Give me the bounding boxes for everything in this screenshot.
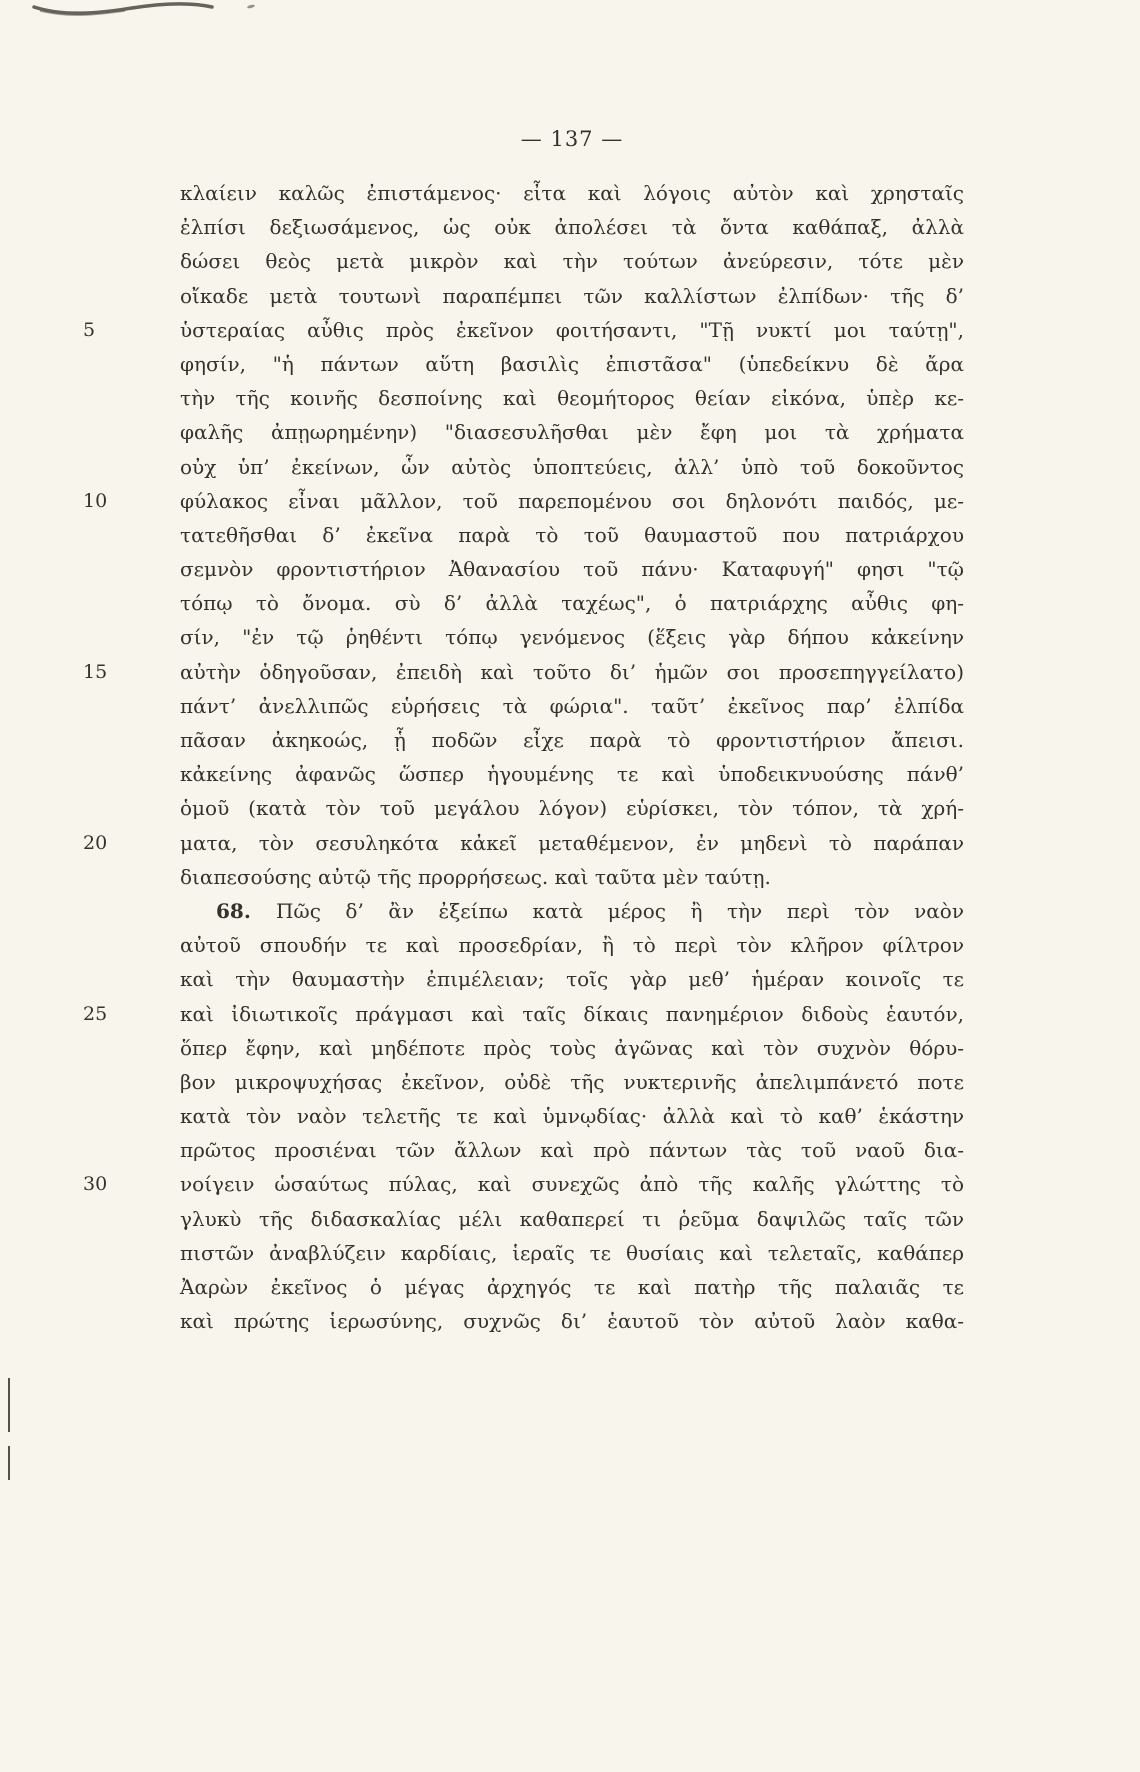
text-line: [83, 655, 964, 689]
text-line: [83, 997, 964, 1031]
line-text: φύλακος εἶναι μᾶλλον, τοῦ παρεπομένου σοι δηλονότι παιδός, με-: [180, 488, 964, 513]
line-number: 5: [83, 318, 96, 341]
text-line: [180, 176, 964, 210]
scan-artifact-margin-line: [8, 1378, 10, 1432]
line-text: πᾶσαν ἀκηκοώς, ᾗ ποδῶν εἶχε παρὰ τὸ φροντιστήριον ἄπεισι.: [180, 728, 964, 752]
text-line: [180, 1270, 964, 1304]
text-line: [180, 347, 964, 381]
line-text: σίν, "ἐν τῷ ῥηθέντι τόπῳ γενόμενος (ἕξεις γὰρ δήπου κἀκείνην: [180, 625, 964, 650]
line-text: διαπεσούσης αὐτῷ τῆς προρρήσεως. καὶ ταῦτα μὲν ταύτῃ.: [180, 864, 771, 889]
line-text: κλαίειν καλῶς ἐπιστάμενος· εἶτα καὶ λόγοις αὐτὸν καὶ χρησταῖς: [180, 181, 964, 205]
line-text: ματα, τὸν σεσυληκότα κἀκεῖ μεταθέμενον, ἐν μηδενὶ τὸ παράπαν: [180, 830, 964, 855]
line-text: καὶ τὴν θαυμαστὴν ἐπιμέλειαν; τοῖς γὰρ μεθ’ ἡμέραν κοινοῖς τε: [180, 967, 964, 992]
text-line: [83, 826, 964, 860]
text-line: [180, 757, 964, 791]
line-text: αὐτοῦ σπουδήν τε καὶ προσεδρίαν, ἢ τὸ περὶ τὸν κλῆρον φίλτρον: [180, 933, 964, 958]
text-line: [83, 1167, 964, 1201]
text-line: [180, 415, 964, 449]
line-text: κατὰ τὸν ναὸν τελετῆς τε καὶ ὑμνῳδίας· ἀλλὰ καὶ τὸ καθ’ ἑκάστην: [180, 1104, 964, 1129]
text-block: [83, 176, 964, 1338]
text-line: [180, 723, 964, 757]
section-number: 68.: [216, 898, 276, 923]
text-line: [83, 313, 964, 347]
text-line: [180, 518, 964, 552]
line-text: καὶ πρώτης ἱερωσύνης, συχνῶς δι’ ἑαυτοῦ τὸν αὐτοῦ λαὸν καθα-: [180, 1309, 964, 1334]
text-line: [180, 244, 964, 278]
text-line: [83, 484, 964, 518]
line-number: 10: [83, 489, 108, 512]
line-text: ὑστεραίας αὖθις πρὸς ἐκεῖνον φοιτήσαντι, "Τῇ νυκτί μοι ταύτῃ",: [180, 317, 964, 342]
text-line: [180, 1236, 964, 1270]
line-text: ὅπερ ἔφην, καὶ μηδέποτε πρὸς τοὺς ἀγῶνας καὶ τὸν συχνὸν θόρυ-: [180, 1035, 964, 1060]
scan-artifact-speck: [247, 4, 256, 9]
line-number: 20: [83, 831, 108, 854]
text-line: [180, 210, 964, 244]
line-text: κἀκείνης ἀφανῶς ὥσπερ ἡγουμένης τε καὶ ὑποδεικνυούσης πάνθ’: [180, 762, 964, 787]
line-text: φησίν, "ἡ πάντων αὕτη βασιλὶς ἐπιστᾶσα" (ὑπεδείκνυ δὲ ἄρα: [180, 351, 964, 376]
line-text: αὐτὴν ὁδηγοῦσαν, ἐπειδὴ καὶ τοῦτο δι’ ἡμῶν σοι προσεπηγγείλατο): [180, 659, 964, 684]
line-text: νοίγειν ὡσαύτως πύλας, καὶ συνεχῶς ἀπὸ τῆς καλῆς γλώττης τὸ: [180, 1172, 964, 1197]
text-line: [180, 1202, 964, 1236]
text-line: [180, 450, 964, 484]
line-text: 68. Πῶς δ’ ἂν ἐξείπω κατὰ μέρος ἢ τὴν περὶ τὸν ναὸν: [216, 898, 964, 923]
text-line: [180, 689, 964, 723]
text-line: [180, 381, 964, 415]
text-line: [180, 279, 964, 313]
line-text: γλυκὺ τῆς διδασκαλίας μέλι καθαπερεί τι ῥεῦμα δαψιλῶς ταῖς τῶν: [180, 1206, 964, 1231]
line-text: πάντ’ ἀνελλιπῶς εὑρήσεις τὰ φώρια". ταῦτ’ ἐκεῖνος παρ’ ἐλπίδα: [180, 693, 964, 718]
line-text: τόπῳ τὸ ὄνομα. σὺ δ’ ἀλλὰ ταχέως", ὁ πατριάρχης αὖθις φη-: [180, 591, 964, 616]
line-number: 25: [83, 1002, 108, 1025]
text-line: [180, 1133, 964, 1167]
text-line: [180, 1065, 964, 1099]
line-text: δώσει θεὸς μετὰ μικρὸν καὶ τὴν τούτων ἀνεύρεσιν, τότε μὲν: [180, 249, 964, 274]
line-number: 30: [83, 1173, 108, 1196]
line-text: ὁμοῦ (κατὰ τὸν τοῦ μεγάλου λόγον) εὑρίσκει, τὸν τόπον, τὰ χρή-: [180, 796, 964, 821]
line-text: τὴν τῆς κοινῆς δεσποίνης καὶ θεομήτορος θείαν εἰκόνα, ὑπὲρ κε-: [180, 386, 964, 411]
text-line: [180, 586, 964, 620]
scan-artifact-margin-line: [8, 1446, 10, 1480]
text-line: [180, 962, 964, 996]
line-text: σεμνὸν φροντιστήριον Ἀθανασίου τοῦ πάνυ· Καταφυγή" φησι "τῷ: [180, 557, 964, 582]
line-number: 15: [83, 660, 108, 683]
page-number: — 137 —: [520, 127, 624, 151]
line-text: Ἀαρὼν ἐκεῖνος ὁ μέγας ἀρχηγός τε καὶ πατὴρ τῆς παλαιᾶς τε: [180, 1275, 964, 1299]
line-text: καὶ ἰδιωτικοῖς πράγμασι καὶ ταῖς δίκαις πανημέριον διδοὺς ἑαυτόν,: [180, 1001, 964, 1026]
text-line: [180, 1031, 964, 1065]
text-line: [180, 620, 964, 654]
text-line: [180, 791, 964, 825]
text-line: [180, 894, 964, 928]
line-text: πιστῶν ἀναβλύζειν καρδίαις, ἱεραῖς τε θυσίαις καὶ τελεταῖς, καθάπερ: [180, 1240, 964, 1265]
text-line: [180, 928, 964, 962]
text-line: [180, 552, 964, 586]
text-line: [180, 1304, 964, 1338]
line-text: βον μικροψυχήσας ἐκεῖνον, οὐδὲ τῆς νυκτερινῆς ἀπελιμπάνετό ποτε: [180, 1069, 964, 1094]
line-text: ἐλπίσι δεξιωσάμενος, ὡς οὐκ ἀπολέσει τὰ ὄντα καθάπαξ, ἀλλὰ: [180, 215, 964, 240]
text-line: [180, 1099, 964, 1133]
line-text: πρῶτος προσιέναι τῶν ἄλλων καὶ πρὸ πάντων τὰς τοῦ ναοῦ δια-: [180, 1138, 964, 1163]
line-text: τατεθῆσθαι δ’ ἐκεῖνα παρὰ τὸ τοῦ θαυμαστοῦ που πατριάρχου: [180, 522, 964, 547]
line-text: οὐχ ὑπ’ ἐκείνων, ὧν αὐτὸς ὑποπτεύεις, ἀλλ’ ὑπὸ τοῦ δοκοῦντος: [180, 454, 964, 479]
line-text: φαλῆς ἀπῃωρημένην) "διασεσυλῆσθαι μὲν ἔφη μοι τὰ χρήματα: [180, 420, 964, 445]
line-text: οἴκαδε μετὰ τουτωνὶ παραπέμπει τῶν καλλίστων ἐλπίδων· τῆς δ’: [180, 283, 964, 308]
scan-artifact-top-smudge: [30, 0, 240, 20]
text-line: [180, 860, 964, 894]
